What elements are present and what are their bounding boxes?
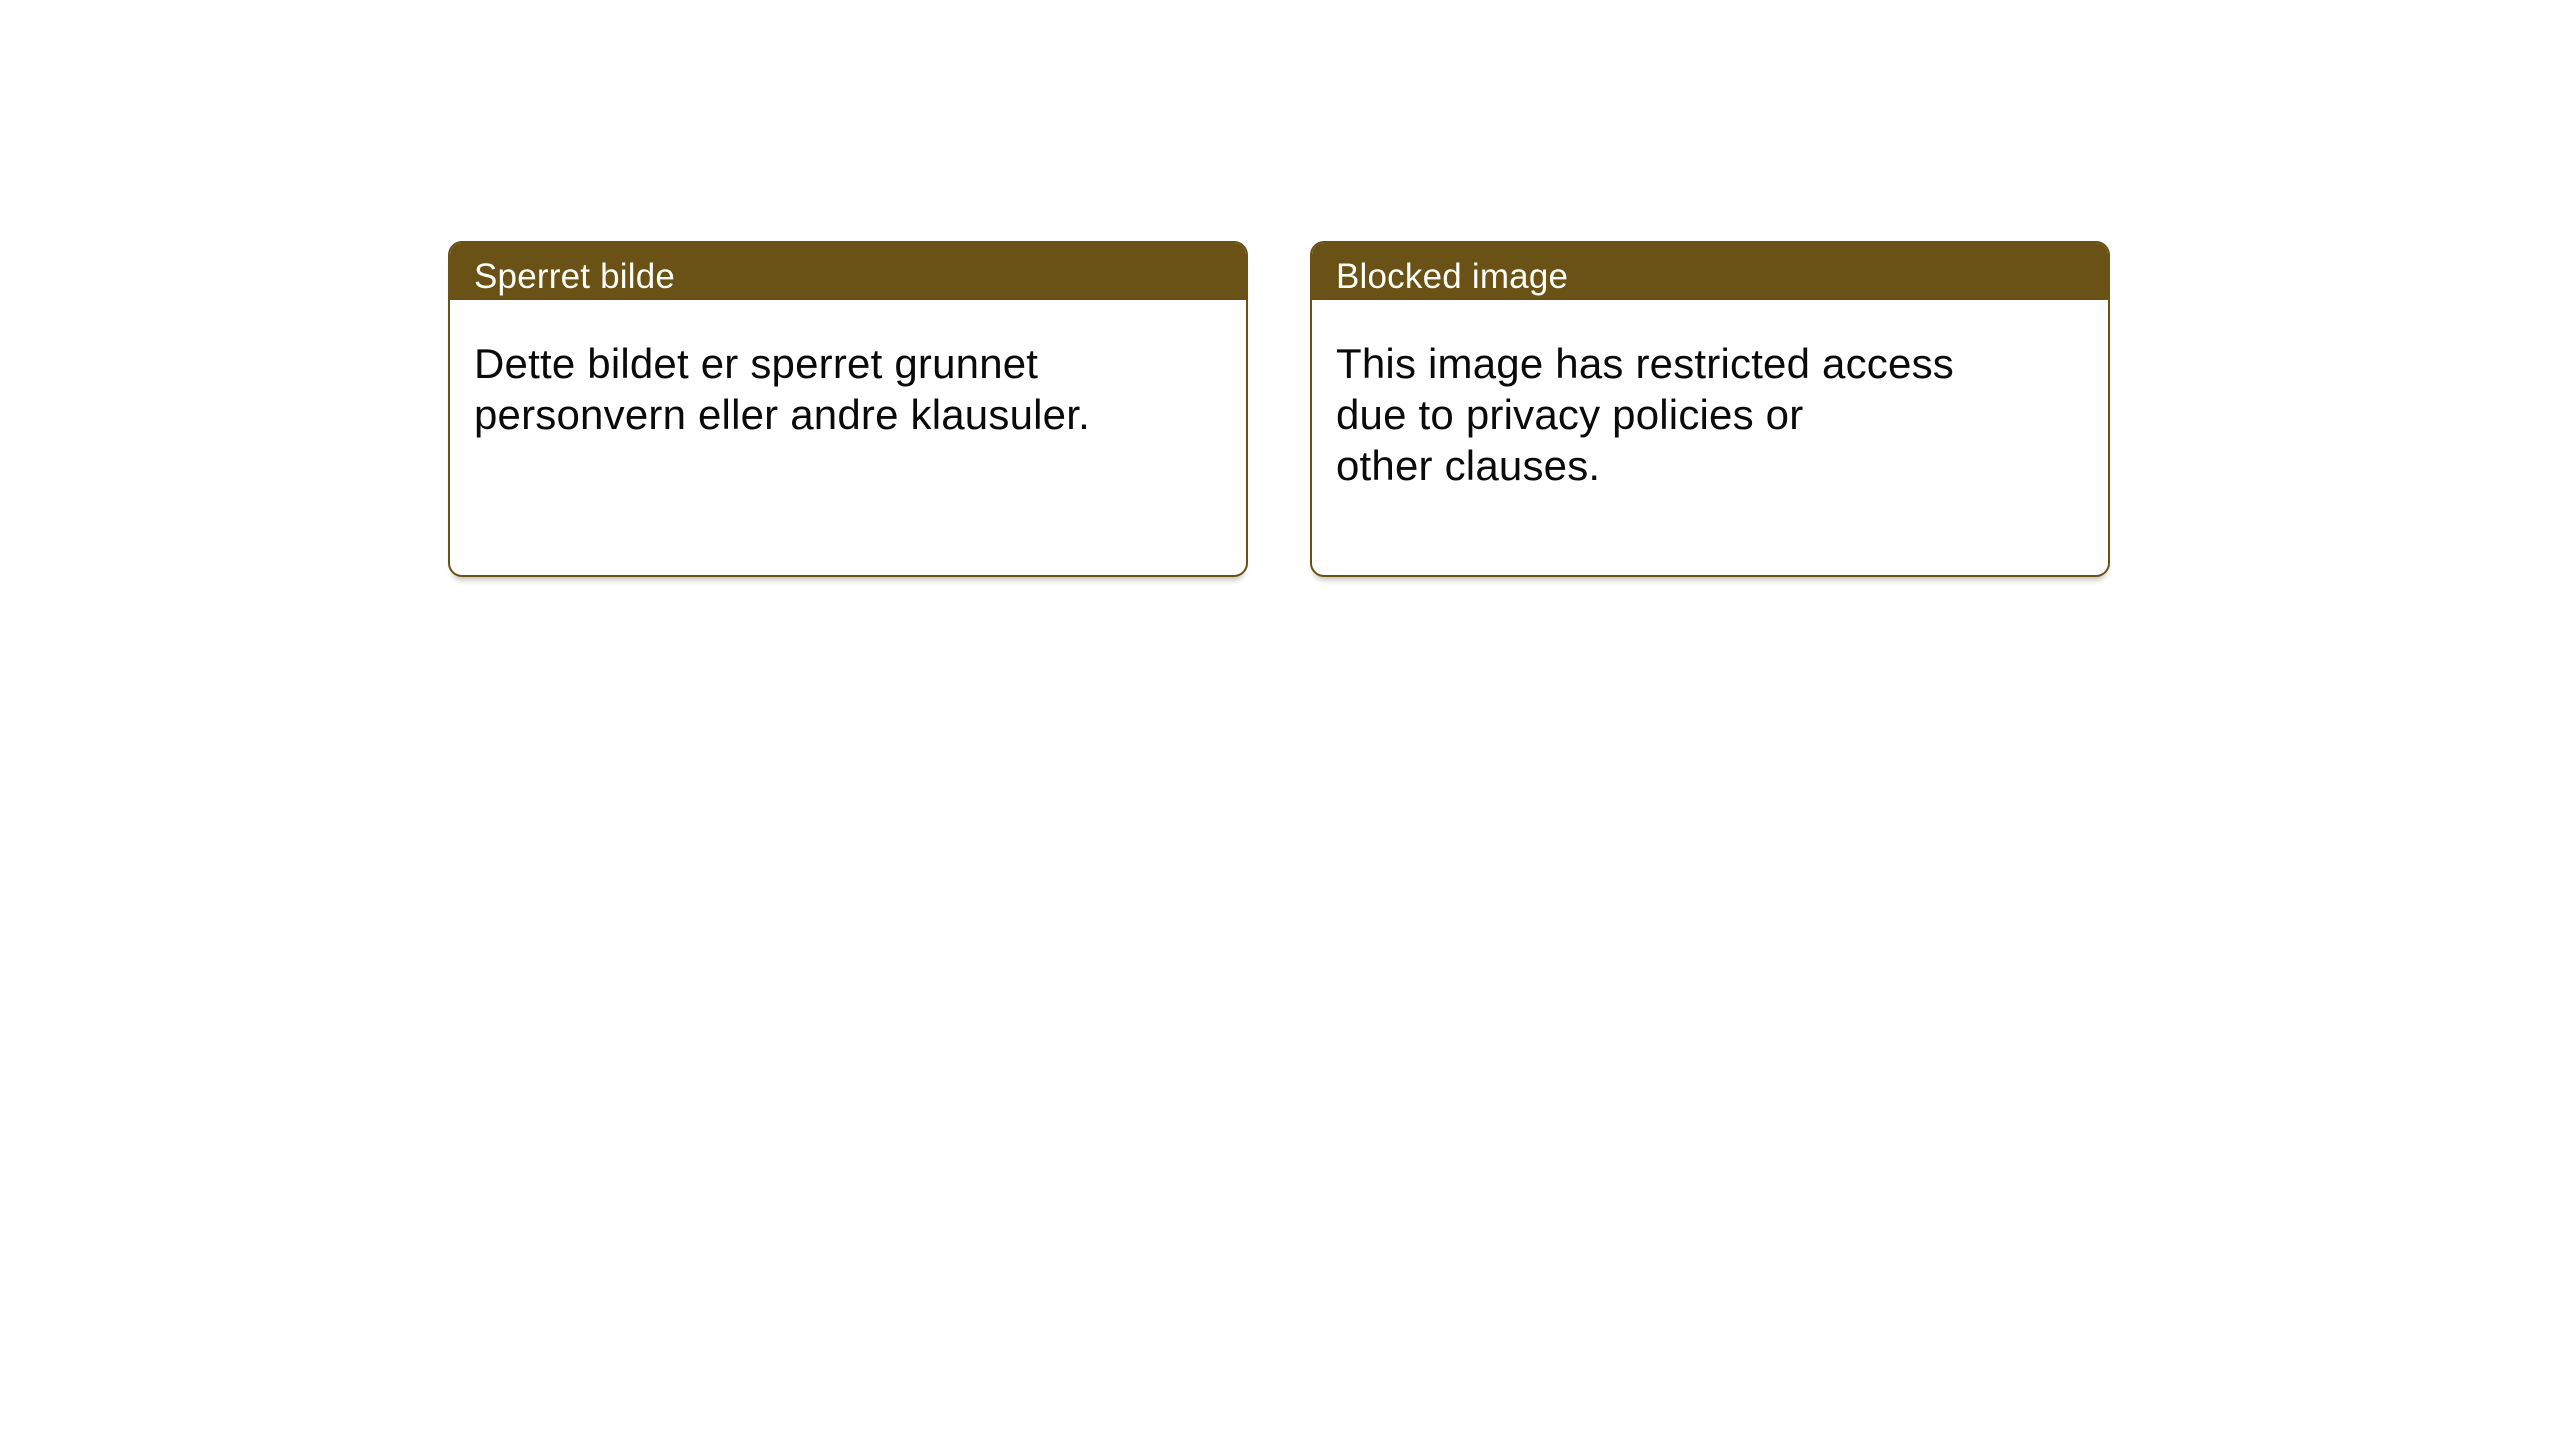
card-body [1312, 300, 2108, 491]
card-title: Sperret bilde [474, 257, 676, 296]
blocked-image-card-english [1310, 241, 2110, 577]
card-body-line: personvern eller andre klausuler. [474, 391, 1090, 438]
card-header [450, 243, 1246, 300]
card-body-line: This image has restricted access [1336, 340, 1954, 387]
blocked-image-card-norwegian [448, 241, 1248, 577]
card-title: Blocked image [1336, 257, 1569, 296]
card-body [450, 300, 1246, 440]
card-body-line: due to privacy policies or [1336, 391, 1804, 438]
card-body-line: other clauses. [1336, 442, 1601, 489]
card-header [1312, 243, 2108, 300]
card-body-line: Dette bildet er sperret grunnet [474, 340, 1039, 387]
